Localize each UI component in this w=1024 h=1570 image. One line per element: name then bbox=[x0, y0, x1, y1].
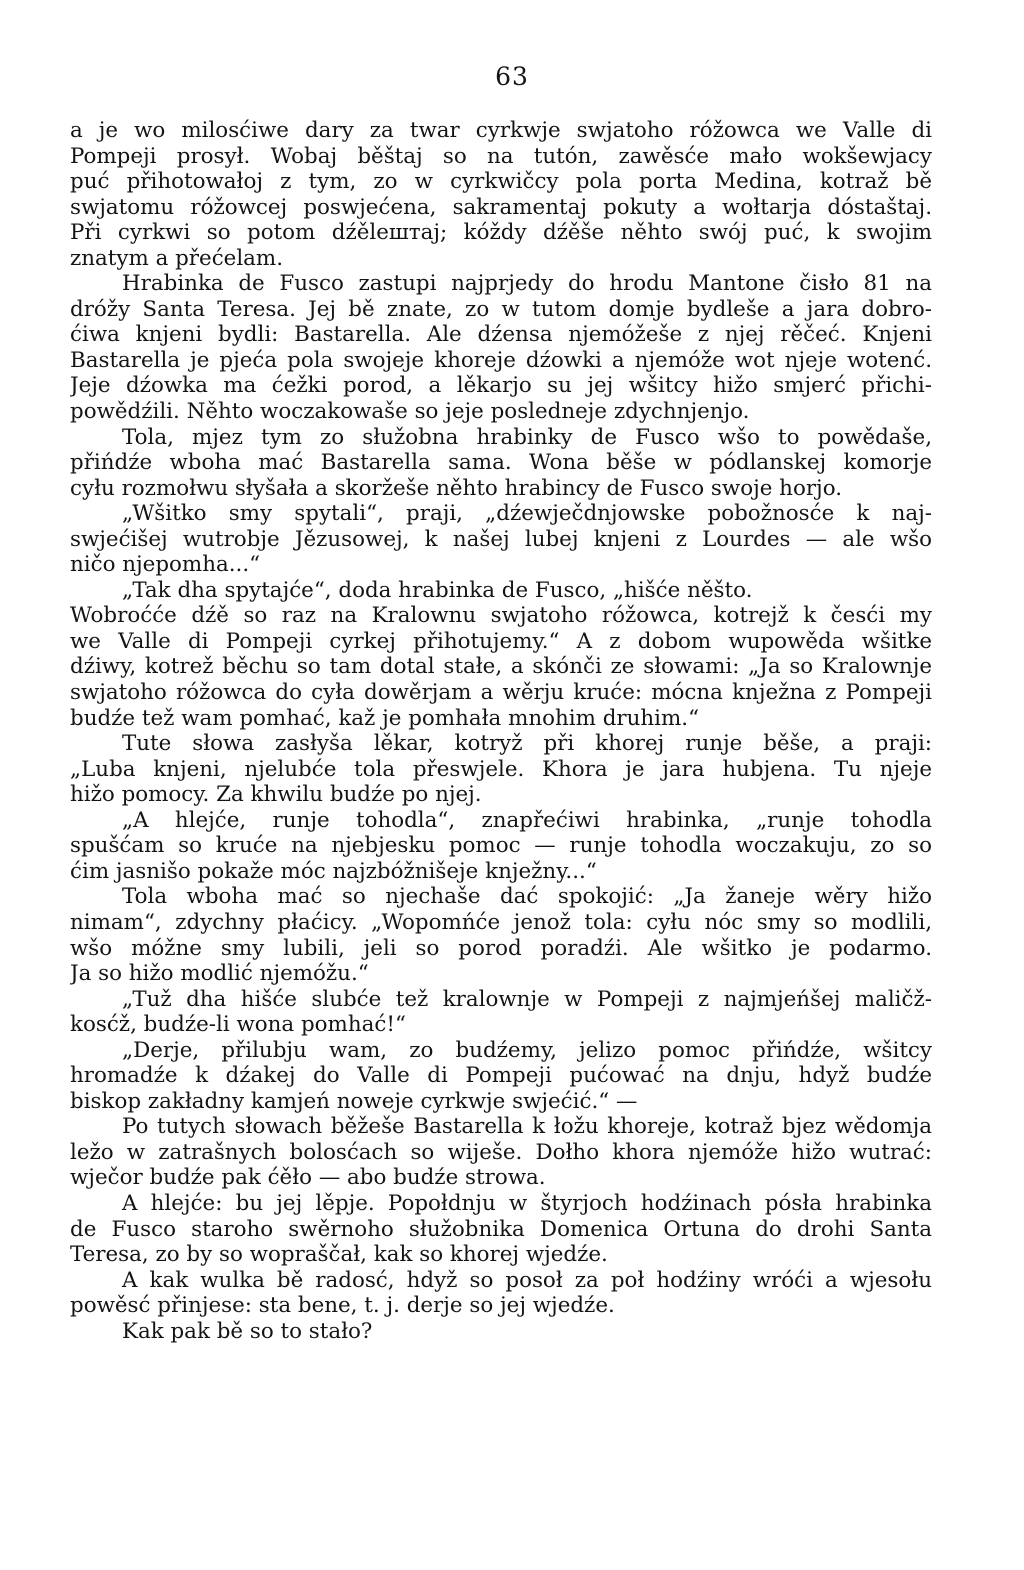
text-line: Tute słowa zasłyša lěkar, kotryž při khorej runje běše, a praji: bbox=[122, 731, 932, 757]
text-line: hižo pomocy. Za khwilu budźe po njej. bbox=[70, 782, 482, 808]
text-line: „Tuž dha hišće slubće tež kralownje w Pompeji z najmjeńšej maličž- bbox=[122, 986, 932, 1012]
text-line: Tola wboha mać so njechaše dać spokojić: „Ja žaneje wěry hižo bbox=[122, 884, 932, 910]
text-line: Po tutych słowach běžeše Bastarella k łožu khoreje, kotraž bjez wědomja bbox=[122, 1114, 932, 1140]
text-line: Tola, mjez tym zo słužobna hrabinky de Fusco wšo to powědaše, bbox=[122, 424, 932, 450]
text-line: dźiwy, kotrež běchu so tam dotal stałe, a skónči ze słowami: „Ja so Kralownje bbox=[70, 654, 932, 680]
text-line: spušćam so kruće na njebjesku pomoc — runje tohodla woczakuju, zo so bbox=[70, 833, 932, 859]
text-line: biskop zakładny kamjeń noweje cyrkwje swjećić.“ — bbox=[70, 1088, 638, 1114]
text-line: ćiwa knjeni bydli: Bastarella. Ale dźensa njemóžeše z njej rěčeć. Knjeni bbox=[70, 322, 932, 348]
page-body-text bbox=[70, 118, 932, 1344]
text-line: Teresa, zo by so wopraščał, kak so khorej wjedźe. bbox=[70, 1242, 608, 1268]
text-line: Bastarella je pjeća pola swojeje khoreje dźowki a njemóže wot njeje wotenć. bbox=[70, 347, 932, 373]
text-line: „Derje, přilubju wam, zo budźemy, jelizo pomoc přińdźe, wšitcy bbox=[122, 1037, 932, 1063]
text-line: Kak pak bě so to stało? bbox=[122, 1318, 373, 1344]
text-line: cyłu rozmołwu słyšała a skoržeše něhto hrabincy de Fusco swoje horjo. bbox=[70, 475, 842, 501]
text-line: dróžy Santa Teresa. Jej bě znate, zo w tutom domje bydleše a jara dobro- bbox=[70, 296, 932, 322]
text-line: ničo njepomha...“ bbox=[70, 552, 261, 578]
text-line: Ja so hižo modlić njemóžu.“ bbox=[70, 961, 369, 987]
text-line: ležo w zatrašnych bolosćach so wiješe. Dołho khora njemóže hižo wutrać: bbox=[70, 1139, 932, 1165]
text-line: nimam“, zdychny płaćicy. „Wopomńće jenož tola: cyłu nóc smy so modlili, bbox=[70, 909, 932, 935]
text-line: de Fusco staroho swěrnoho słužobnika Domenica Ortuna do drohi Santa bbox=[70, 1216, 932, 1242]
text-line: ćim jasnišo pokaže móc najzbóžnišeje knježny...“ bbox=[70, 858, 597, 884]
text-line: Wobroćće dźě so raz na Kralownu swjatoho róžowca, kotrejž k česći my bbox=[70, 603, 932, 629]
text-line: Při cyrkwi so potom dźělештaj; kóždy dźěše něhto swój puć, k swojim bbox=[70, 220, 932, 246]
text-line: swjatoho róžowca do cyła dowěrjam a wěrju kruće: mócna knježna z Pompeji bbox=[70, 680, 932, 706]
page-number: 63 bbox=[495, 62, 529, 91]
text-line: A hlejće: bu jej lěpje. Popołdnju w štyrjoch hodźinach pósła hrabinka bbox=[122, 1190, 932, 1216]
text-line: hromadźe k dźakej do Valle di Pompeji pućować na dnju, hdyž budźe bbox=[70, 1063, 932, 1089]
text-line: znatym a přećelam. bbox=[70, 245, 284, 271]
text-line: kosćž, budźe-li wona pomhać!“ bbox=[70, 1012, 406, 1038]
text-line: powědźili. Něhto woczakowaše so jeje posledneje zdychnjenjo. bbox=[70, 399, 750, 425]
text-line: Jeje dźowka ma ćežki porod, a lěkarjo su jej wšitcy hižo smjerć přichi- bbox=[70, 373, 932, 399]
text-line: wšo móžne smy lubili, jeli so porod poradźi. Ale wšitko je podarmo. bbox=[70, 935, 932, 961]
text-line: budźe tež wam pomhać, kaž je pomhała mnohim druhim.“ bbox=[70, 705, 700, 731]
text-line: Hrabinka de Fusco zastupi najprjedy do hrodu Mantone čisło 81 na bbox=[122, 271, 932, 297]
text-line: a je wo milosćiwe dary za twar cyrkwje swjatoho róžowca we Valle di bbox=[70, 118, 932, 143]
text-line: „A hlejće, runje tohodla“, znapřećiwi hrabinka, „runje tohodla bbox=[122, 807, 932, 833]
text-line: we Valle di Pompeji cyrkej přihotujemy.“ A z dobom wupowěda wšitke bbox=[70, 628, 932, 654]
text-line: Pompeji prosył. Wobaj běštaj so na tutón, zawěsće mało wokšewjacy bbox=[70, 143, 932, 169]
text-line: přińdźe wboha mać Bastarella sama. Wona běše w pódlanskej komorje bbox=[70, 450, 932, 476]
text-line: „Tak dha spytajće“, doda hrabinka de Fusco, „hišće něšto. bbox=[122, 577, 753, 603]
text-line: „Wšitko smy spytali“, praji, „dźewječdnjowske pobožnosće k naj- bbox=[122, 501, 932, 527]
text-line: powěsć přinjese: sta bene, t. j. derje so jej wjedźe. bbox=[70, 1293, 615, 1319]
text-line: puć přihotowałoj z tym, zo w cyrkwičcy pola porta Medina, kotraž bě bbox=[70, 169, 932, 195]
text-line: „Luba knjeni, njelubće tola přeswjele. Khora je jara hubjena. Tu njeje bbox=[70, 756, 932, 782]
text-line: wječor budźe pak ćěło — abo budźe strowa. bbox=[70, 1165, 546, 1191]
text-line: swjatomu róžowcej poswjećena, sakramentaj pokuty a wołtarja dóstaštaj. bbox=[70, 194, 932, 220]
text-line: swjećišej wutrobje Jězusowej, k našej lubej knjeni z Lourdes — ale wšo bbox=[70, 526, 932, 552]
text-line: A kak wulka bě radosć, hdyž so posoł za poł hodźiny wróći a wjesołu bbox=[122, 1267, 932, 1293]
